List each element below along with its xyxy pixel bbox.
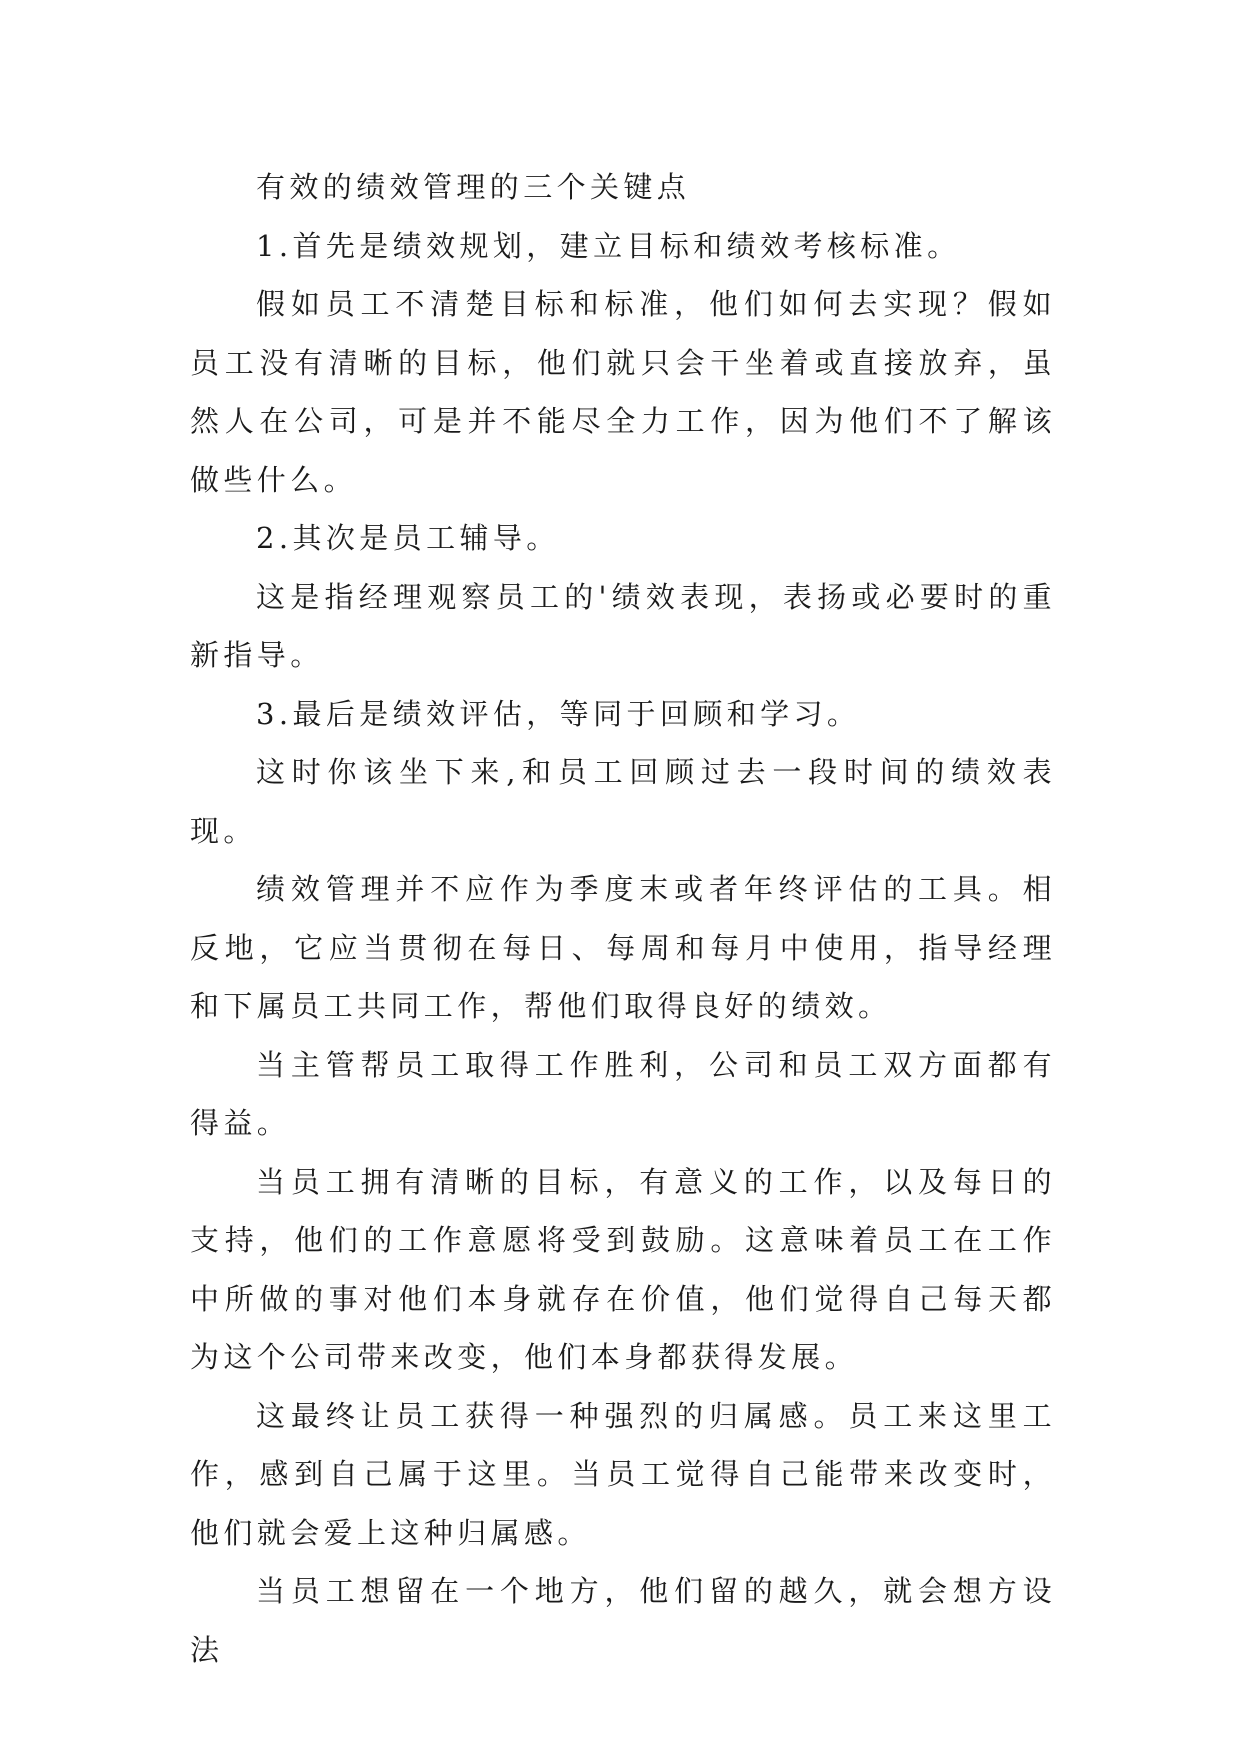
- paragraph: 这时你该坐下来,和员工回顾过去一段时间的绩效表现。: [190, 755, 1056, 848]
- paragraph: 当员工拥有清晰的目标，有意义的工作，以及每日的支持，他们的工作意愿将受到鼓励。这意味着员工在工作中所做的事对他们本身就存在价值，他们觉得自己每天都为这个公司带来改变，他们本身都获得发展。: [190, 1164, 1056, 1374]
- paragraph: 当主管帮员工取得工作胜利，公司和员工双方面都有得益。: [190, 1047, 1056, 1140]
- document-title: 有效的绩效管理的三个关键点: [256, 170, 691, 204]
- section-heading-3: 3.最后是绩效评估，等同于回顾和学习。: [256, 696, 861, 731]
- paragraph: 这最终让员工获得一种强烈的归属感。员工来这里工作，感到自己属于这里。当员工觉得自己能带来改变时，他们就会爱上这种归属感。: [190, 1398, 1056, 1550]
- paragraph: 这是指经理观察员工的'绩效表现，表扬或必要时的重新指导。: [190, 579, 1056, 672]
- paragraph: 当员工想留在一个地方，他们留的越久，就会想方设法: [190, 1574, 1056, 1667]
- section-heading-1: 1.首先是绩效规划，建立目标和绩效考核标准。: [256, 228, 961, 263]
- section-heading-2: 2.其次是员工辅导。: [256, 521, 560, 555]
- paragraph: 绩效管理并不应作为季度末或者年终评估的工具。相反地，它应当贯彻在每日、每周和每月中使用，指导经理和下属员工共同工作，帮他们取得良好的绩效。: [190, 872, 1056, 1023]
- paragraph: 假如员工不清楚目标和标准，他们如何去实现？假如员工没有清晰的目标，他们就只会干坐着或直接放弃，虽然人在公司，可是并不能尽全力工作，因为他们不了解该做些什么。: [190, 287, 1056, 497]
- document-body: [190, 158, 1056, 1679]
